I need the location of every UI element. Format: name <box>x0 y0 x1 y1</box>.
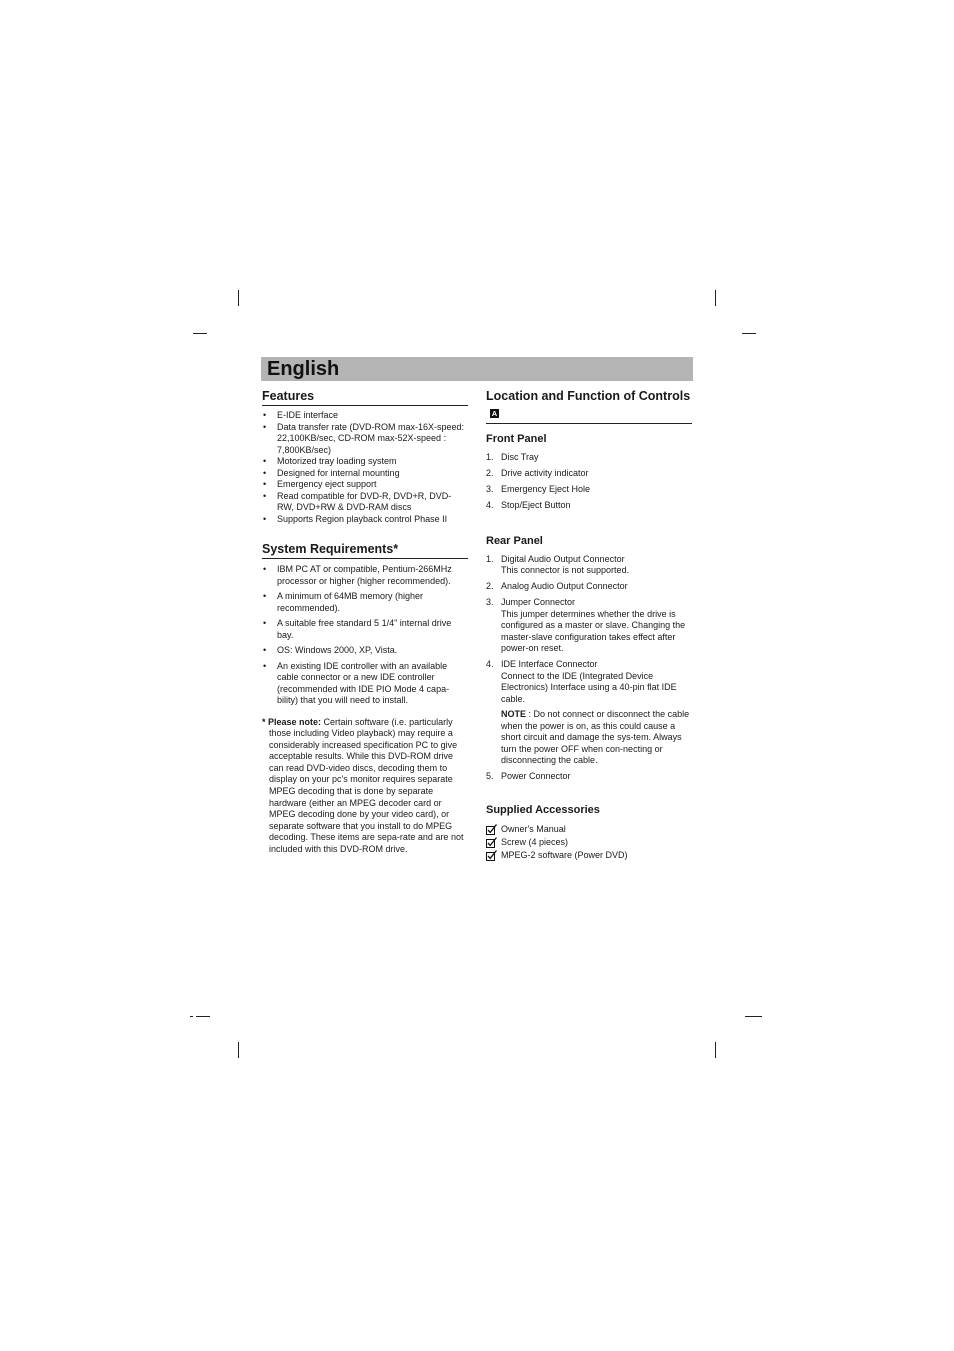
front-panel-list <box>486 452 692 512</box>
crop-mark <box>190 1016 193 1017</box>
crop-mark <box>193 333 207 334</box>
list-item: Screw (4 pieces) <box>486 836 692 849</box>
crop-mark <box>742 333 756 334</box>
location-heading-text: Location and Function of Controls <box>486 389 691 403</box>
list-item: 5. Power Connector <box>486 771 571 781</box>
checkbox-checked-icon <box>486 837 497 848</box>
checkbox-checked-icon <box>486 824 497 835</box>
language-banner <box>261 357 693 381</box>
note-paragraph: NOTE : Do not connect or disconnect the cable when the power is on, as this could cause a short circuit and damage the sys-tem. Always turn the power OFF when con-necting or disconnecting the cable. <box>501 709 690 765</box>
checkbox-checked-icon <box>486 850 497 861</box>
list-item: • Motorized tray loading system <box>262 456 468 468</box>
right-column <box>486 388 692 862</box>
supplied-accessories-heading: Supplied Accessories <box>486 803 600 816</box>
list-item: 4. IDE Interface Connector Connect to the IDE (Integrated Device Electronics) Interface using a 40-pin flat IDE cable. NOTE : Do not connect or disconnect the cable when the power is on, as this could cause a short circuit and damage the sys-tem. Always turn the power OFF when con-necting or disconnecting the cable. <box>486 659 692 767</box>
list-item: • OS: Windows 2000, XP, Vista. <box>262 645 468 657</box>
system-requirements-heading: System Requirements* <box>262 541 468 559</box>
rear-panel-list <box>486 554 692 783</box>
list-item: • Data transfer rate (DVD-ROM max-16X-speed: 22,100KB/sec, CD-ROM max-52X-speed : 7,800KB/sec) <box>262 422 468 457</box>
list-item: • E-IDE interface <box>262 410 468 422</box>
list-item: • Emergency eject support <box>262 479 468 491</box>
list-item: • An existing IDE controller with an available cable connector or a new IDE controller (recommended with IDE PIO Mode 4 capa-bility) that you will need to install. <box>262 661 468 707</box>
list-item: 1. Digital Audio Output Connector This connector is not supported. <box>486 553 630 575</box>
list-item: 3. Jumper Connector This jumper determines whether the drive is configured as a master or slave. Changing the master-slave configuration takes effect after power-on reset. <box>486 597 686 653</box>
location-heading <box>486 388 692 424</box>
please-note-paragraph <box>262 717 468 856</box>
features-list <box>262 410 468 525</box>
crop-mark <box>715 290 716 306</box>
figure-a-badge: A <box>491 409 498 418</box>
features-heading: Features <box>262 388 468 406</box>
crop-mark <box>715 1042 716 1058</box>
crop-mark <box>745 1016 762 1017</box>
list-item: • IBM PC AT or compatible, Pentium-266MHz processor or higher (higher recommended). <box>262 564 468 587</box>
list-item: • Read compatible for DVD-R, DVD+R, DVD-RW, DVD+RW & DVD-RAM discs <box>262 491 468 514</box>
list-item: • Supports Region playback control Phase II <box>262 514 468 526</box>
list-item: 2. Analog Audio Output Connector <box>486 581 628 591</box>
note-text: Certain software (i.e. particularly those including Video playback) may require a considerably increased specification PC to give acceptable results. While this DVD-ROM drive can read DVD-video discs, decoding them to display on your pc's monitor requires separate MPEG decoding that is done by separate hardware (either an MPEG decoder card or MPEG decoding done by your video card), or separate software that you install to do MPEG decoding. These items are sepa-rate and are not included with this DVD-ROM drive. <box>269 716 464 855</box>
list-item: • Designed for internal mounting <box>262 468 468 480</box>
list-item: 4. Stop/Eject Button <box>486 500 571 510</box>
list-item: 1. Disc Tray <box>486 452 539 462</box>
list-item: Owner's Manual <box>486 823 692 836</box>
front-panel-heading: Front Panel <box>486 433 547 445</box>
rear-panel-heading: Rear Panel <box>486 534 543 547</box>
accessories-list <box>486 823 692 862</box>
system-requirements-list <box>262 564 468 707</box>
crop-mark <box>238 290 239 306</box>
list-item: 3. Emergency Eject Hole <box>486 484 591 494</box>
list-item: • A suitable free standard 5 1/4" internal drive bay. <box>262 618 468 641</box>
list-item: • A minimum of 64MB memory (higher recommended). <box>262 591 468 614</box>
crop-mark <box>238 1042 239 1058</box>
list-item: MPEG-2 software (Power DVD) <box>486 849 692 862</box>
note-label: * Please note: <box>262 716 322 727</box>
crop-mark <box>196 1016 210 1017</box>
list-item: 2. Drive activity indicator <box>486 468 589 478</box>
left-column <box>262 388 468 856</box>
page-title: English <box>267 358 340 380</box>
